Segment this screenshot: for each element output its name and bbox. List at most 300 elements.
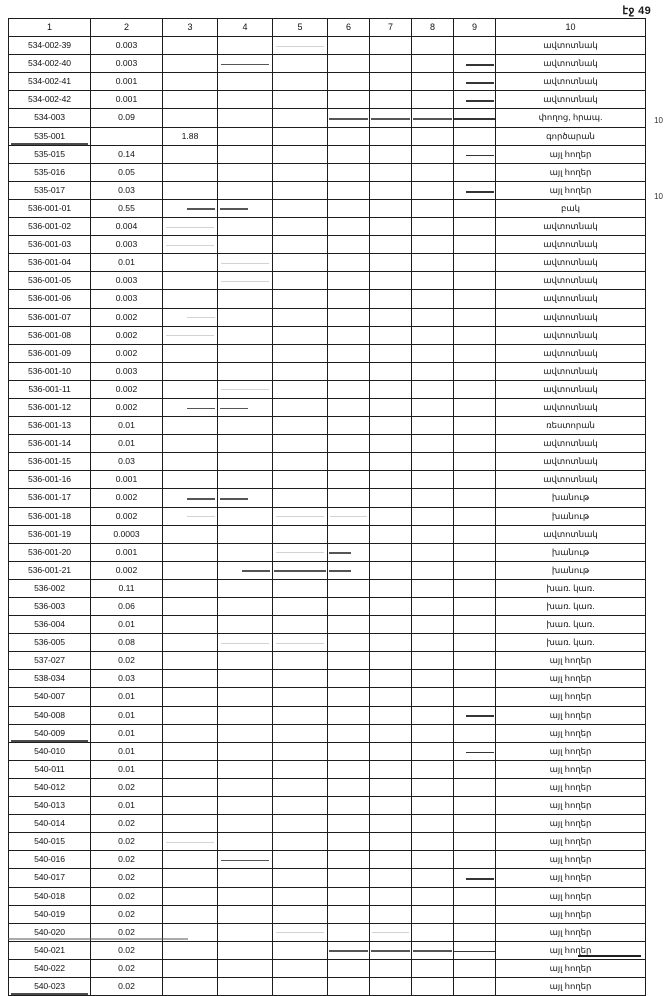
cell-col4: [218, 869, 273, 887]
cell-code: 540-021: [9, 941, 91, 959]
cell-col4: [218, 417, 273, 435]
cell-code: 540-010: [9, 742, 91, 760]
cell-col5: [273, 272, 328, 290]
cell-usage-name: այլ հողեր: [496, 977, 646, 995]
cell-col8: [412, 869, 454, 887]
cell-code: 540-017: [9, 869, 91, 887]
cell-col4: [218, 887, 273, 905]
cell-col3: [163, 616, 218, 634]
cell-usage-name: այլ հողեր: [496, 181, 646, 199]
cell-code: 536-001-04: [9, 254, 91, 272]
cell-col9: [454, 923, 496, 941]
cell-area: 0.001: [91, 543, 163, 561]
cell-area: 0.02: [91, 778, 163, 796]
cell-col9: [454, 37, 496, 55]
cell-col6: [328, 471, 370, 489]
cell-area: 0.003: [91, 236, 163, 254]
cell-col6: [328, 724, 370, 742]
cell-col8: [412, 55, 454, 73]
cell-code: 540-011: [9, 760, 91, 778]
cell-col7: [370, 760, 412, 778]
cell-area: 0.001: [91, 471, 163, 489]
page-number: էջ 49: [622, 5, 651, 17]
cell-area: 0.02: [91, 941, 163, 959]
cell-col3: [163, 362, 218, 380]
cell-col8: [412, 380, 454, 398]
cell-col9: [454, 525, 496, 543]
cell-usage-name: այլ հողեր: [496, 815, 646, 833]
cell-col6: [328, 73, 370, 91]
cell-col9: [454, 417, 496, 435]
cell-col7: [370, 236, 412, 254]
cell-area: 0.08: [91, 634, 163, 652]
column-header-8: 8: [412, 19, 454, 37]
cell-area: 0.05: [91, 163, 163, 181]
cell-col4: [218, 398, 273, 416]
cell-usage-name: այլ հողեր: [496, 941, 646, 959]
cell-col7: [370, 959, 412, 977]
cell-col8: [412, 851, 454, 869]
cell-usage-name: խանութ: [496, 561, 646, 579]
cell-col5: [273, 688, 328, 706]
cell-col9: [454, 73, 496, 91]
cell-usage-name: ավտոտնակ: [496, 218, 646, 236]
table-row: [9, 127, 646, 145]
cell-usage-name: խանութ: [496, 543, 646, 561]
cell-col3: [163, 634, 218, 652]
table-row: [9, 959, 646, 977]
table-row: [9, 797, 646, 815]
cell-col5: [273, 797, 328, 815]
cell-area: 0.002: [91, 308, 163, 326]
cell-col4: [218, 724, 273, 742]
cell-col8: [412, 977, 454, 995]
cell-area: 0.002: [91, 380, 163, 398]
table-row: [9, 37, 646, 55]
cell-col7: [370, 778, 412, 796]
cell-col9: [454, 670, 496, 688]
cell-code: 540-023: [9, 977, 91, 995]
cell-col6: [328, 109, 370, 127]
cell-col6: [328, 923, 370, 941]
cell-col4: [218, 742, 273, 760]
cell-area: 0.01: [91, 760, 163, 778]
table-row: [9, 326, 646, 344]
cell-col6: [328, 688, 370, 706]
cell-col7: [370, 507, 412, 525]
cell-col3: [163, 598, 218, 616]
cell-col5: [273, 181, 328, 199]
cell-col9: [454, 815, 496, 833]
cell-code: 536-003: [9, 598, 91, 616]
cell-code: 536-001-01: [9, 199, 91, 217]
cell-col5: [273, 417, 328, 435]
cell-col8: [412, 218, 454, 236]
cell-col3: [163, 55, 218, 73]
cell-code: 538-034: [9, 670, 91, 688]
cell-col8: [412, 181, 454, 199]
cell-col7: [370, 362, 412, 380]
cell-col9: [454, 109, 496, 127]
cell-col7: [370, 73, 412, 91]
cell-col8: [412, 525, 454, 543]
cell-col6: [328, 634, 370, 652]
cell-col5: [273, 37, 328, 55]
cell-col3: [163, 851, 218, 869]
cell-code: 540-022: [9, 959, 91, 977]
cell-col4: [218, 163, 273, 181]
cell-usage-name: ռեստորան: [496, 417, 646, 435]
cell-col7: [370, 579, 412, 597]
cell-col7: [370, 489, 412, 507]
cell-col8: [412, 706, 454, 724]
cell-col9: [454, 344, 496, 362]
cell-area: 0.002: [91, 507, 163, 525]
cell-col5: [273, 579, 328, 597]
cell-col6: [328, 959, 370, 977]
cell-col8: [412, 652, 454, 670]
cell-col3: [163, 724, 218, 742]
cell-col3: [163, 344, 218, 362]
cell-col6: [328, 236, 370, 254]
cell-col5: [273, 435, 328, 453]
cell-col9: [454, 561, 496, 579]
cell-col9: [454, 598, 496, 616]
cell-code: 534-002-40: [9, 55, 91, 73]
cell-col6: [328, 561, 370, 579]
cell-col9: [454, 941, 496, 959]
cell-col6: [328, 181, 370, 199]
cell-col9: [454, 652, 496, 670]
cell-col5: [273, 561, 328, 579]
cell-col9: [454, 127, 496, 145]
cell-col3: [163, 815, 218, 833]
cell-col9: [454, 453, 496, 471]
cell-col4: [218, 236, 273, 254]
cell-col3: [163, 290, 218, 308]
cell-col7: [370, 37, 412, 55]
cell-usage-name: ավտոտնակ: [496, 435, 646, 453]
cell-col9: [454, 290, 496, 308]
cell-col5: [273, 815, 328, 833]
cell-col4: [218, 435, 273, 453]
cell-col9: [454, 634, 496, 652]
cell-col7: [370, 851, 412, 869]
column-header-3: 3: [163, 19, 218, 37]
cell-col7: [370, 543, 412, 561]
cell-usage-name: այլ հողեր: [496, 887, 646, 905]
cell-col7: [370, 308, 412, 326]
cell-col5: [273, 887, 328, 905]
cell-col4: [218, 579, 273, 597]
cell-col6: [328, 977, 370, 995]
cell-col9: [454, 507, 496, 525]
cell-col7: [370, 272, 412, 290]
cell-col6: [328, 489, 370, 507]
cell-code: 536-001-08: [9, 326, 91, 344]
cell-col4: [218, 109, 273, 127]
cell-code: 536-001-19: [9, 525, 91, 543]
cell-code: 540-019: [9, 905, 91, 923]
cell-col5: [273, 706, 328, 724]
cell-col9: [454, 742, 496, 760]
cell-col5: [273, 362, 328, 380]
cell-col6: [328, 887, 370, 905]
table-row: [9, 199, 646, 217]
table-row: [9, 109, 646, 127]
cell-col3: [163, 706, 218, 724]
cell-col5: [273, 199, 328, 217]
cell-col7: [370, 797, 412, 815]
cell-col9: [454, 833, 496, 851]
cell-col7: [370, 724, 412, 742]
table-row: [9, 742, 646, 760]
table-row: [9, 507, 646, 525]
cell-col3: [163, 941, 218, 959]
cell-col4: [218, 127, 273, 145]
cell-col9: [454, 435, 496, 453]
cell-col7: [370, 525, 412, 543]
table-row: [9, 887, 646, 905]
cell-code: 535-016: [9, 163, 91, 181]
table-row: [9, 308, 646, 326]
cell-col3: 1.88: [163, 127, 218, 145]
land-register-table: [8, 18, 646, 996]
cell-code: 536-001-03: [9, 236, 91, 254]
cell-col5: [273, 670, 328, 688]
cell-col8: [412, 670, 454, 688]
cell-col3: [163, 181, 218, 199]
cell-col6: [328, 579, 370, 597]
cell-col4: [218, 91, 273, 109]
cell-area: 0.06: [91, 598, 163, 616]
cell-col8: [412, 959, 454, 977]
cell-col9: [454, 905, 496, 923]
cell-code: 536-001-12: [9, 398, 91, 416]
cell-col8: [412, 778, 454, 796]
cell-col9: [454, 308, 496, 326]
cell-col6: [328, 797, 370, 815]
table-row: [9, 833, 646, 851]
cell-code: 540-020: [9, 923, 91, 941]
cell-area: [91, 127, 163, 145]
cell-area: 0.01: [91, 254, 163, 272]
cell-code: 536-001-11: [9, 380, 91, 398]
cell-col8: [412, 109, 454, 127]
cell-col6: [328, 652, 370, 670]
cell-col4: [218, 670, 273, 688]
cell-col7: [370, 181, 412, 199]
table-row: [9, 380, 646, 398]
cell-area: 0.003: [91, 55, 163, 73]
cell-col3: [163, 380, 218, 398]
cell-usage-name: այլ հողեր: [496, 923, 646, 941]
cell-col7: [370, 417, 412, 435]
cell-usage-name: այլ հողեր: [496, 959, 646, 977]
cell-col4: [218, 73, 273, 91]
cell-col6: [328, 417, 370, 435]
cell-col4: [218, 616, 273, 634]
cell-col8: [412, 797, 454, 815]
cell-col3: [163, 670, 218, 688]
table-row: [9, 670, 646, 688]
cell-usage-name: ավտոտնակ: [496, 236, 646, 254]
cell-col4: [218, 833, 273, 851]
cell-usage-name: այլ հողեր: [496, 760, 646, 778]
cell-col4: [218, 453, 273, 471]
cell-col7: [370, 218, 412, 236]
cell-col4: [218, 561, 273, 579]
table-row: [9, 435, 646, 453]
cell-code: 540-009: [9, 724, 91, 742]
table-row: [9, 543, 646, 561]
cell-col3: [163, 145, 218, 163]
cell-col3: [163, 37, 218, 55]
cell-col3: [163, 688, 218, 706]
table-row: [9, 941, 646, 959]
cell-col6: [328, 145, 370, 163]
column-header-2: 2: [91, 19, 163, 37]
cell-code: 536-001-16: [9, 471, 91, 489]
cell-col6: [328, 869, 370, 887]
cell-area: 0.02: [91, 887, 163, 905]
cell-col5: [273, 308, 328, 326]
cell-col8: [412, 435, 454, 453]
cell-col7: [370, 634, 412, 652]
cell-col3: [163, 471, 218, 489]
table-row: [9, 489, 646, 507]
cell-col3: [163, 308, 218, 326]
cell-col5: [273, 833, 328, 851]
cell-col4: [218, 199, 273, 217]
table-row: [9, 73, 646, 91]
cell-usage-name: այլ հողեր: [496, 145, 646, 163]
cell-col3: [163, 887, 218, 905]
cell-code: 540-007: [9, 688, 91, 706]
cell-col8: [412, 37, 454, 55]
cell-col3: [163, 272, 218, 290]
cell-col7: [370, 163, 412, 181]
cell-col3: [163, 91, 218, 109]
table-row: [9, 398, 646, 416]
cell-col4: [218, 815, 273, 833]
cell-usage-name: այլ հողեր: [496, 688, 646, 706]
cell-area: 0.003: [91, 37, 163, 55]
cell-col6: [328, 706, 370, 724]
cell-col4: [218, 959, 273, 977]
cell-code: 536-001-09: [9, 344, 91, 362]
cell-col7: [370, 91, 412, 109]
table-row: [9, 525, 646, 543]
cell-usage-name: ավտոտնակ: [496, 290, 646, 308]
cell-col8: [412, 417, 454, 435]
cell-col8: [412, 398, 454, 416]
cell-usage-name: այլ հողեր: [496, 833, 646, 851]
cell-col5: [273, 73, 328, 91]
cell-usage-name: այլ հողեր: [496, 670, 646, 688]
cell-col5: [273, 471, 328, 489]
table-row: [9, 181, 646, 199]
cell-col6: [328, 398, 370, 416]
cell-col4: [218, 218, 273, 236]
cell-usage-name: այլ հողեր: [496, 778, 646, 796]
cell-usage-name: ավտոտնակ: [496, 344, 646, 362]
cell-area: 0.02: [91, 959, 163, 977]
cell-col5: [273, 453, 328, 471]
cell-col6: [328, 905, 370, 923]
cell-code: 540-014: [9, 815, 91, 833]
cell-col6: [328, 742, 370, 760]
register-sheet: [8, 18, 645, 996]
cell-col6: [328, 616, 370, 634]
cell-col6: [328, 525, 370, 543]
cell-col3: [163, 561, 218, 579]
cell-col8: [412, 887, 454, 905]
table-row: [9, 688, 646, 706]
cell-usage-name: ավտոտնակ: [496, 453, 646, 471]
cell-col4: [218, 308, 273, 326]
cell-usage-name: այլ հողեր: [496, 163, 646, 181]
cell-col5: [273, 290, 328, 308]
cell-area: 0.14: [91, 145, 163, 163]
cell-col8: [412, 453, 454, 471]
cell-code: 536-001-21: [9, 561, 91, 579]
cell-col7: [370, 869, 412, 887]
cell-col6: [328, 37, 370, 55]
cell-col6: [328, 507, 370, 525]
cell-col3: [163, 254, 218, 272]
cell-code: 536-001-13: [9, 417, 91, 435]
cell-area: 0.02: [91, 905, 163, 923]
cell-col9: [454, 887, 496, 905]
cell-usage-name: խանութ: [496, 489, 646, 507]
cell-col6: [328, 833, 370, 851]
cell-col6: [328, 598, 370, 616]
cell-code: 536-001-14: [9, 435, 91, 453]
cell-col6: [328, 199, 370, 217]
cell-col4: [218, 543, 273, 561]
cell-col7: [370, 344, 412, 362]
cell-col7: [370, 199, 412, 217]
cell-col5: [273, 91, 328, 109]
cell-col4: [218, 941, 273, 959]
cell-usage-name: այլ հողեր: [496, 724, 646, 742]
cell-col8: [412, 344, 454, 362]
column-header-7: 7: [370, 19, 412, 37]
cell-code: 540-012: [9, 778, 91, 796]
cell-col8: [412, 905, 454, 923]
cell-col7: [370, 598, 412, 616]
cell-col8: [412, 634, 454, 652]
cell-col6: [328, 941, 370, 959]
cell-col4: [218, 272, 273, 290]
cell-col7: [370, 290, 412, 308]
cell-col6: [328, 290, 370, 308]
cell-area: 0.02: [91, 869, 163, 887]
cell-code: 534-002-39: [9, 37, 91, 55]
cell-col3: [163, 236, 218, 254]
cell-area: 0.003: [91, 290, 163, 308]
cell-code: 536-001-15: [9, 453, 91, 471]
cell-col3: [163, 652, 218, 670]
table-row: [9, 579, 646, 597]
cell-col7: [370, 742, 412, 760]
cell-col4: [218, 507, 273, 525]
cell-area: 0.01: [91, 688, 163, 706]
cell-col4: [218, 905, 273, 923]
cell-col9: [454, 145, 496, 163]
cell-col9: [454, 579, 496, 597]
